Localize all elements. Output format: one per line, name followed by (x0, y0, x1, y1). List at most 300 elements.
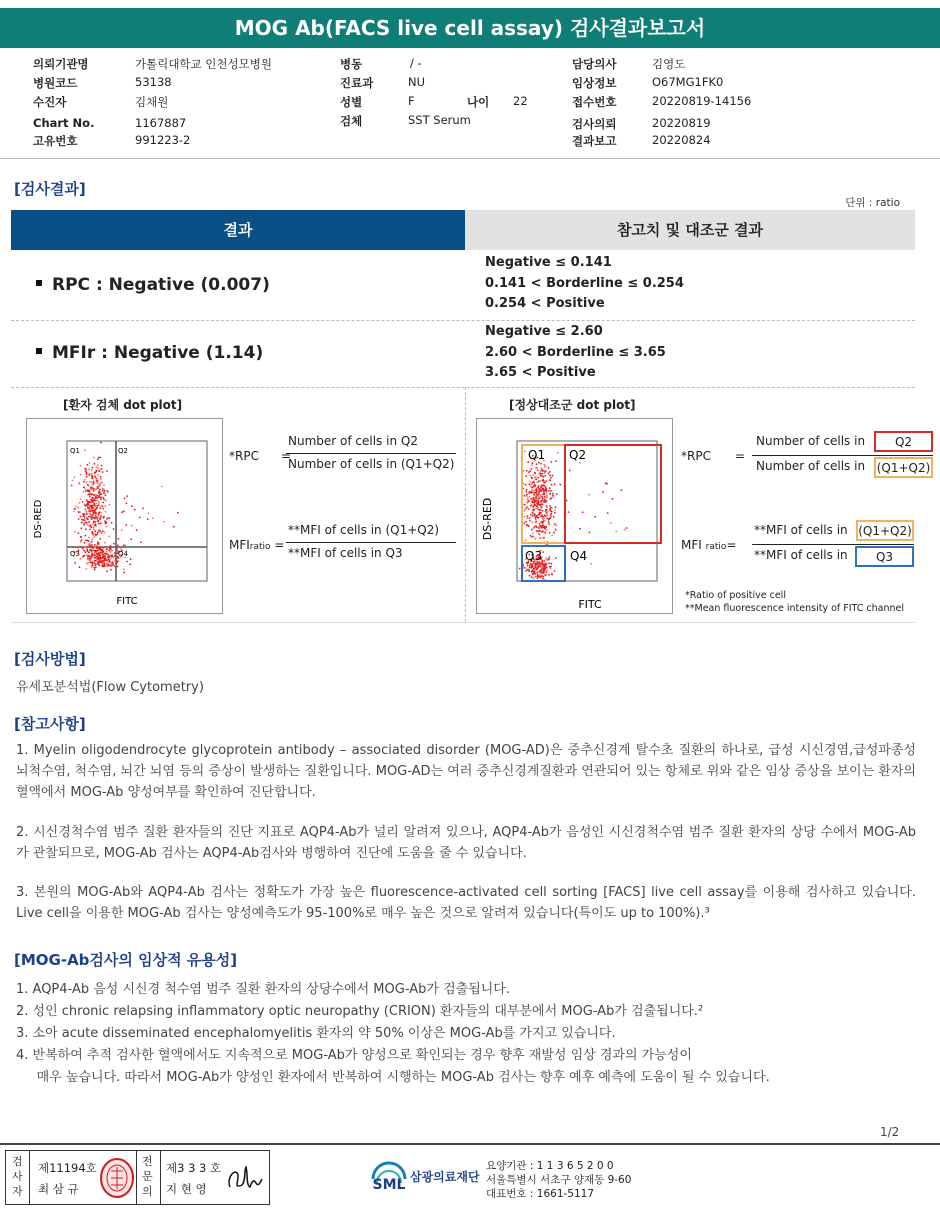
cell-dot (80, 474, 82, 476)
cell-dot (97, 505, 99, 507)
cell-dot (96, 553, 98, 555)
cell-dot (557, 452, 559, 454)
cell-dot (554, 509, 556, 511)
cell-dot (96, 488, 98, 490)
footer-divider (0, 1143, 940, 1145)
cell-dot (106, 553, 108, 555)
plot-divider (465, 387, 466, 622)
cell-dot (109, 504, 111, 506)
cell-dot (91, 538, 93, 540)
cell-dot (98, 496, 100, 498)
cell-dot (98, 515, 100, 517)
cell-dot (542, 470, 544, 472)
cell-dot (88, 485, 90, 487)
cell-dot (536, 489, 538, 491)
cell-dot (532, 565, 534, 567)
cell-dot (541, 516, 543, 518)
cell-dot (536, 502, 538, 504)
cell-dot (555, 460, 557, 462)
cell-dot (103, 516, 105, 518)
cell-dot (90, 560, 92, 562)
cell-dot (550, 493, 552, 495)
cell-dot (101, 565, 103, 567)
cell-dot (539, 537, 541, 539)
cell-dot (102, 502, 104, 504)
cell-dot (110, 551, 112, 553)
cell-dot (95, 472, 97, 474)
cell-dot (88, 544, 90, 546)
cell-dot (550, 461, 552, 463)
cell-dot (97, 549, 99, 551)
cell-dot (545, 509, 547, 511)
cell-dot (536, 493, 538, 495)
cell-dot (91, 518, 93, 520)
cell-dot (526, 518, 528, 520)
cell-dot (532, 533, 534, 535)
cell-dot (540, 577, 542, 579)
cell-dot (84, 488, 86, 490)
method-text: 유세포분석법(Flow Cytometry) (16, 680, 204, 695)
cell-dot (529, 484, 531, 486)
cell-dot (620, 489, 622, 491)
cell-dot (535, 467, 537, 469)
cell-dot (93, 510, 95, 512)
cell-dot (96, 502, 98, 504)
cell-dot (529, 491, 531, 493)
cell-dot (82, 501, 84, 503)
cell-dot (534, 526, 536, 528)
quadrant-label: Q1 (70, 447, 80, 455)
cell-dot (537, 500, 539, 502)
cell-dot (94, 475, 96, 477)
cell-dot (84, 516, 86, 518)
cell-dot (537, 504, 539, 506)
cell-dot (538, 480, 540, 482)
cell-dot (546, 505, 548, 507)
quadrant-label: Q4 (570, 549, 588, 563)
cell-dot (92, 501, 94, 503)
equals-sign: = (735, 449, 746, 463)
reference-line: 2.60 < Borderline ≤ 3.65 (485, 344, 666, 360)
cell-dot (97, 543, 99, 545)
cell-dot (89, 558, 91, 560)
cell-dot (79, 502, 81, 504)
cell-dot (543, 560, 545, 562)
cell-dot (74, 476, 76, 478)
cell-dot (121, 529, 123, 531)
cell-dot (103, 497, 105, 499)
fraction-line (286, 453, 456, 454)
cell-dot (97, 458, 99, 460)
cell-dot (533, 506, 535, 508)
cell-dot (88, 468, 90, 470)
cell-dot (89, 462, 91, 464)
cell-dot (82, 548, 84, 550)
fraction-line (286, 542, 456, 543)
cell-dot (540, 494, 542, 496)
cell-dot (549, 532, 551, 534)
cell-dot (101, 481, 103, 483)
cell-dot (91, 481, 93, 483)
note-item: 2. 시신경척수염 범주 질환 환자들의 진단 지표로 AQP4-Ab가 널리 알려져 있으나, AQP4-Ab가 음성인 시신경척수염 범주 질환 환자의 상당 수에서 MOG-Ab가 관찰되므로, MOG-Ab 검사는 AQP4-Ab검사와 병행하여 진단에 도움을 줄 수 있습니다. (16, 825, 916, 861)
cell-dot (89, 542, 91, 544)
mfi-numerator: **MFI of cells in (Q1+Q2) (288, 523, 440, 537)
cell-dot (535, 497, 537, 499)
mfi-formula-label: MFIratio = (229, 538, 285, 552)
examiner-name: 최 삼 규 (38, 1182, 79, 1196)
cell-dot (98, 559, 100, 561)
cell-dot (97, 474, 99, 476)
info-value: 20220819-14156 (652, 94, 752, 108)
cell-dot (530, 505, 532, 507)
cell-dot (112, 561, 114, 563)
cell-dot (536, 463, 538, 465)
cell-dot (84, 542, 86, 544)
cell-dot (533, 572, 535, 574)
cell-dot (549, 478, 551, 480)
cell-dot (537, 487, 539, 489)
cell-dot (541, 496, 543, 498)
cell-dot (548, 562, 550, 564)
mfi-subscript: ratio (705, 542, 727, 552)
cell-dot (100, 478, 102, 480)
cell-dot (89, 522, 91, 524)
mfi-text: MFI (681, 538, 702, 552)
results-section-title: [검사결과] (14, 180, 86, 198)
cell-dot (81, 522, 83, 524)
cell-dot (103, 555, 105, 557)
cell-dot (554, 483, 556, 485)
cell-dot (93, 562, 95, 564)
cell-dot (92, 533, 94, 535)
cell-dot (87, 556, 89, 558)
info-value: 가톨릭대학교 인천성모병원 (135, 57, 272, 71)
rpc-numerator: Number of cells in Q2 (288, 434, 418, 448)
cell-dot (610, 522, 612, 524)
info-label: 성별 (340, 95, 363, 109)
cell-dot (99, 531, 101, 533)
q2-box: Q2 (874, 431, 933, 452)
rpc-result-text: RPC : Negative (0.007) (52, 275, 270, 295)
utility-item: 매우 높습니다. 따라서 MOG-Ab가 양성인 환자에서 반복하여 시행하는 MOG-Ab 검사는 향후 예후 예측에 도움이 될 수 있습니다. (16, 1070, 770, 1085)
cell-dot (92, 499, 94, 501)
cell-dot (552, 475, 554, 477)
cell-dot (95, 567, 97, 569)
mfi-denominator: **MFI of cells in Q3 (288, 546, 403, 560)
cell-dot (163, 521, 165, 523)
cell-dot (98, 520, 100, 522)
cell-dot (134, 509, 136, 511)
cell-dot (121, 511, 123, 513)
cell-dot (103, 561, 105, 563)
cell-dot (126, 495, 128, 497)
reference-header: 참고치 및 대조군 결과 (465, 210, 915, 250)
cell-dot (525, 475, 527, 477)
cell-dot (532, 462, 534, 464)
rpc-formula-label: *RPC (229, 449, 259, 463)
cell-dot (559, 484, 561, 486)
cell-dot (104, 559, 106, 561)
cell-dot (533, 578, 535, 580)
reviewer-name: 지 현 영 (166, 1182, 207, 1196)
cell-dot (83, 481, 85, 483)
cell-dot (94, 546, 96, 548)
company-address: 서울특별시 서초구 양재동 9-60 (486, 1174, 632, 1186)
cell-dot (78, 518, 80, 520)
reviewer-label: 전문의 (142, 1155, 153, 1198)
cell-dot (93, 528, 95, 530)
cell-dot (107, 547, 109, 549)
cell-dot (551, 535, 553, 537)
rpc-formula-label: *RPC (681, 449, 711, 463)
cell-dot (531, 529, 533, 531)
cell-dot (546, 514, 548, 516)
cell-dot (78, 532, 80, 534)
cell-dot (542, 516, 544, 518)
report-title: MOG Ab(FACS live cell assay) 검사결과보고서 (0, 8, 940, 48)
examiner-label: 검사자 (12, 1155, 23, 1198)
institution-code: 요양기관 : 1 1 3 6 5 2 0 0 (486, 1160, 614, 1172)
reference-line: 0.141 < Borderline ≤ 0.254 (485, 275, 684, 291)
cell-dot (548, 574, 550, 576)
cell-dot (79, 558, 81, 560)
cell-dot (147, 518, 149, 520)
cell-dot (105, 494, 107, 496)
cell-dot (85, 528, 87, 530)
cell-dot (99, 555, 101, 557)
cell-dot (110, 569, 112, 571)
cell-dot (80, 527, 82, 529)
cell-dot (75, 506, 77, 508)
cell-dot (88, 537, 90, 539)
cell-dot (531, 477, 533, 479)
cell-dot (98, 561, 100, 563)
cell-dot (93, 527, 95, 529)
cell-dot (530, 486, 532, 488)
cell-dot (99, 484, 101, 486)
cell-dot (544, 520, 546, 522)
cell-dot (80, 465, 82, 467)
cell-dot (101, 465, 103, 467)
cell-dot (91, 469, 93, 471)
cell-dot (120, 547, 122, 549)
cell-dot (112, 564, 114, 566)
cell-dot (526, 470, 528, 472)
cell-dot (540, 463, 542, 465)
cell-dot (98, 563, 100, 565)
cell-dot (97, 532, 99, 534)
cell-dot (83, 486, 85, 488)
logo-text: SML (372, 1177, 406, 1193)
cell-dot (523, 567, 525, 569)
cell-dot (544, 496, 546, 498)
mfi-formula-label: MFI ratio= (681, 538, 737, 552)
info-value: 991223-2 (135, 133, 191, 147)
cell-dot (89, 513, 91, 515)
cell-dot (125, 524, 127, 526)
cell-dot (548, 490, 550, 492)
cell-dot (106, 564, 108, 566)
company-name: 삼광의료재단 (410, 1170, 480, 1184)
cell-dot (546, 496, 548, 498)
row-divider (11, 387, 915, 388)
rpc-denominator: Number of cells in (Q1+Q2) (288, 457, 455, 471)
cell-dot (548, 558, 550, 560)
cell-dot (525, 491, 527, 493)
cell-dot (85, 568, 87, 570)
cell-dot (111, 555, 113, 557)
cell-dot (109, 557, 111, 559)
cell-dot (86, 481, 88, 483)
reviewer-number: 제3 3 3 호 (166, 1161, 222, 1175)
patient-dot-plot-svg (27, 419, 222, 613)
cell-dot (95, 560, 97, 562)
cell-dot (551, 563, 553, 565)
cell-dot (556, 493, 558, 495)
cell-dot (568, 511, 570, 513)
cell-dot (94, 463, 96, 465)
cell-dot (90, 517, 92, 519)
cell-dot (531, 536, 533, 538)
cell-dot (537, 507, 539, 509)
cell-dot (548, 467, 550, 469)
cell-dot (98, 523, 100, 525)
cell-dot (98, 501, 100, 503)
y-axis-label: DS-RED (33, 499, 44, 539)
cell-dot (106, 570, 108, 572)
cell-dot (541, 490, 543, 492)
age-label: 나이 (467, 95, 490, 109)
cell-dot (173, 526, 175, 528)
cell-dot (105, 511, 107, 513)
cell-dot (529, 475, 531, 477)
cell-dot (549, 566, 551, 568)
cell-dot (101, 561, 103, 563)
cell-dot (100, 476, 102, 478)
cell-dot (105, 522, 107, 524)
cell-dot (100, 552, 102, 554)
cell-dot (529, 567, 531, 569)
cell-dot (615, 531, 617, 533)
cell-dot (93, 490, 95, 492)
cell-dot (83, 550, 85, 552)
cell-dot (98, 483, 100, 485)
cell-dot (550, 490, 552, 492)
cell-dot (100, 516, 102, 518)
cell-dot (538, 564, 540, 566)
cell-dot (537, 470, 539, 472)
cell-dot (530, 563, 532, 565)
cell-dot (588, 494, 590, 496)
cell-dot (94, 544, 96, 546)
q3-box: Q3 (855, 546, 914, 567)
cell-dot (546, 492, 548, 494)
cell-dot (542, 484, 544, 486)
cell-dot (102, 506, 104, 508)
cell-dot (114, 555, 116, 557)
cell-dot (537, 577, 539, 579)
cell-dot (99, 518, 101, 520)
cell-dot (86, 563, 88, 565)
cell-dot (86, 522, 88, 524)
utility-title: [MOG-Ab검사의 임상적 유용성] (14, 951, 238, 969)
cell-dot (93, 483, 95, 485)
info-label: 수진자 (33, 95, 67, 109)
cell-dot (525, 570, 527, 572)
cell-dot (542, 531, 544, 533)
cell-dot (95, 511, 97, 513)
cell-dot (91, 475, 93, 477)
cell-dot (96, 478, 98, 480)
utility-item: 1. AQP4-Ab 음성 시신경 척수염 범주 질환 환자의 상당수에서 MOG-Ab가 검출됩니다. (16, 982, 510, 997)
cell-dot (550, 514, 552, 516)
x-axis-label: FITC (116, 596, 138, 607)
cell-dot (523, 522, 525, 524)
cell-dot (525, 484, 527, 486)
cell-dot (103, 531, 105, 533)
cell-dot (105, 500, 107, 502)
patient-plot-label: [환자 검체 dot plot] (63, 398, 183, 412)
cell-dot (86, 499, 88, 501)
cell-dot (123, 511, 125, 513)
cell-dot (90, 488, 92, 490)
cell-dot (535, 522, 537, 524)
cell-dot (79, 483, 81, 485)
cell-dot (526, 502, 528, 504)
row-divider (11, 320, 915, 321)
cell-dot (532, 509, 534, 511)
cell-dot (91, 473, 93, 475)
cell-dot (528, 508, 530, 510)
cell-dot (131, 505, 133, 507)
cell-dot (117, 566, 119, 568)
cell-dot (118, 538, 120, 540)
cell-dot (533, 502, 535, 504)
cell-dot (85, 509, 87, 511)
cell-dot (83, 491, 85, 493)
cell-dot (103, 484, 105, 486)
cell-dot (546, 570, 548, 572)
cell-dot (532, 512, 534, 514)
utility-item: 2. 성인 chronic relapsing inflammatory optic neuropathy (CRION) 환자들의 대부분에서 MOG-Ab가 검출됩니다.² (16, 1004, 704, 1019)
cell-dot (91, 544, 93, 546)
cell-dot (534, 515, 536, 517)
cell-dot (92, 535, 94, 537)
cell-dot (590, 563, 592, 565)
cell-dot (88, 551, 90, 553)
cell-dot (106, 526, 108, 528)
cell-dot (114, 552, 116, 554)
cell-dot (549, 471, 551, 473)
info-value: NU (408, 75, 426, 89)
cell-dot (99, 457, 101, 459)
quadrant-label: Q2 (569, 448, 587, 462)
cell-dot (136, 529, 138, 531)
cell-dot (540, 509, 542, 511)
cell-dot (524, 451, 526, 453)
cell-dot (96, 482, 98, 484)
cell-dot (106, 490, 108, 492)
notes-title: [참고사항] (14, 715, 86, 733)
cell-dot (537, 516, 539, 518)
info-label: 결과보고 (572, 134, 617, 148)
cell-dot (544, 471, 546, 473)
rpc-result (36, 275, 270, 295)
cell-dot (534, 576, 536, 578)
cell-dot (531, 468, 533, 470)
cell-dot (90, 561, 92, 563)
cell-dot (555, 557, 557, 559)
